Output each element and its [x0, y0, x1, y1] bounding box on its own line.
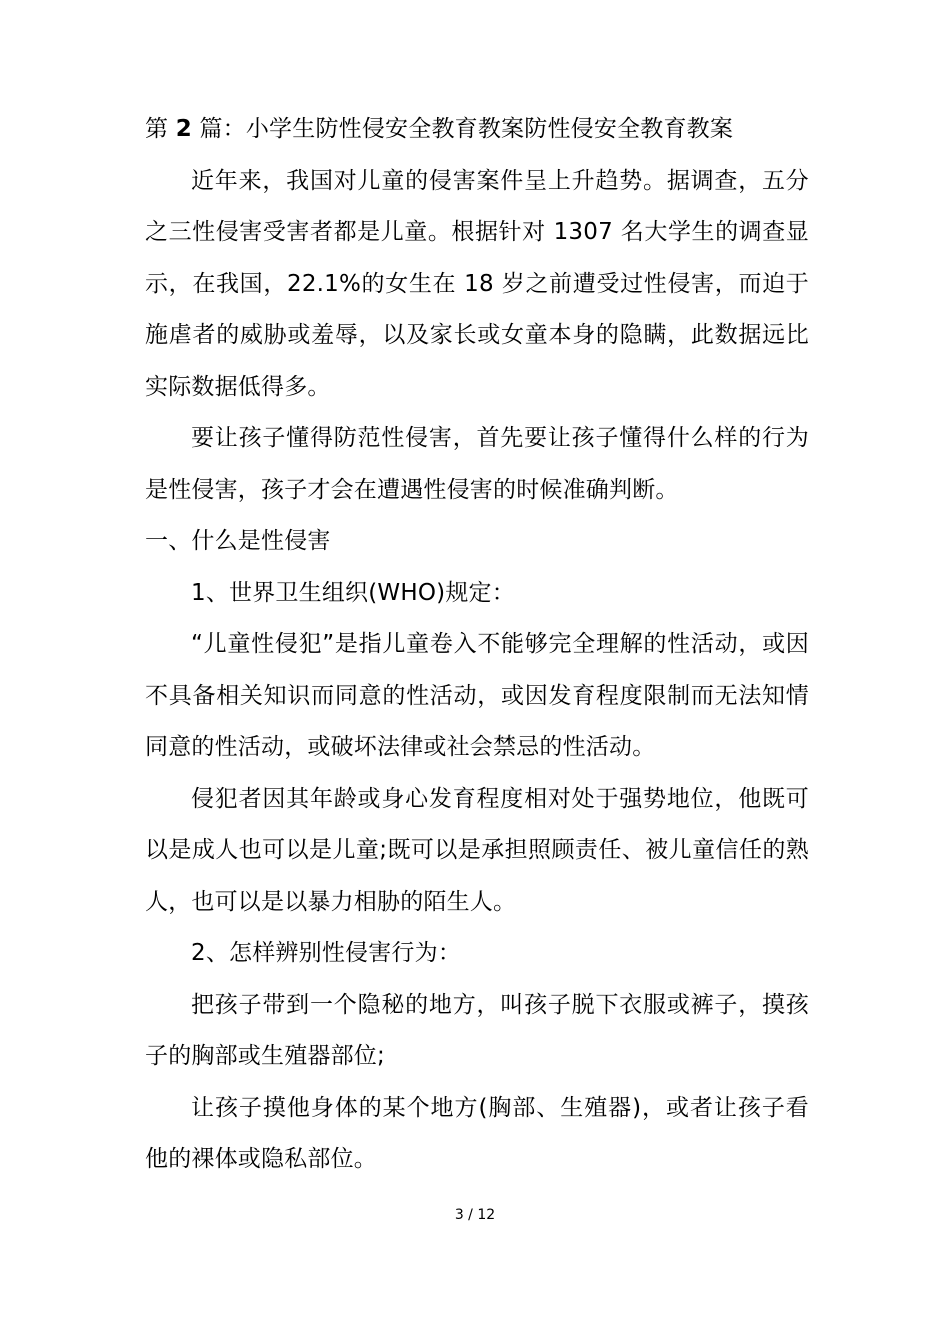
title-prefix: 第: [145, 116, 176, 142]
paragraph-definition: “儿童性侵犯”是指儿童卷入不能够完全理解的性活动，或因不具备相关知识而同意的性活动，或因发育程度限制而无法知情同意的性活动，或破坏法律或社会禁忌的性活动。: [145, 631, 809, 760]
paragraph-intro: 近年来，我国对儿童的侵害案件呈上升趋势。据调查，五分之三性侵害受害者都是儿童。根据针对 1307 名大学生的调查显示，在我国，22.1%的女生在 18 岁之前遭受过性侵害，而迫于施虐者的威胁或羞辱，以及家长或女童本身的隐瞒，此数据远比实际数据低得多。: [145, 167, 809, 400]
paragraph-offender: 侵犯者因其年龄或身心发育程度相对处于强势地位，他既可以是成人也可以是儿童;既可以是承担照顾责任、被儿童信任的熟人，也可以是以暴力相胁的陌生人。: [145, 785, 809, 915]
document-title: [145, 104, 809, 156]
title-text: 篇：小学生防性侵安全教育教案防性侵安全教育教案: [191, 116, 734, 142]
paragraph-behavior-1: 把孩子带到一个隐秘的地方，叫孩子脱下衣服或裤子，摸孩子的胸部或生殖器部位;: [145, 991, 809, 1069]
title-number: 2: [175, 116, 192, 142]
subheading-who-definition: 1、世界卫生组织(WHO)规定：: [191, 579, 515, 606]
section-heading-what-is: 一、什么是性侵害: [145, 528, 331, 554]
paragraph-prevention: 要让孩子懂得防范性侵害，首先要让孩子懂得什么样的行为是性侵害，孩子才会在遭遇性侵害的时候准确判断。: [145, 425, 809, 503]
document-body: [145, 104, 809, 1186]
page-number: 3 / 12: [454, 1207, 496, 1223]
paragraph-behavior-2: 让孩子摸他身体的某个地方(胸部、生殖器)，或者让孩子看他的裸体或隐私部位。: [145, 1094, 809, 1172]
subheading-identify: 2、怎样辨别性侵害行为：: [191, 940, 462, 966]
